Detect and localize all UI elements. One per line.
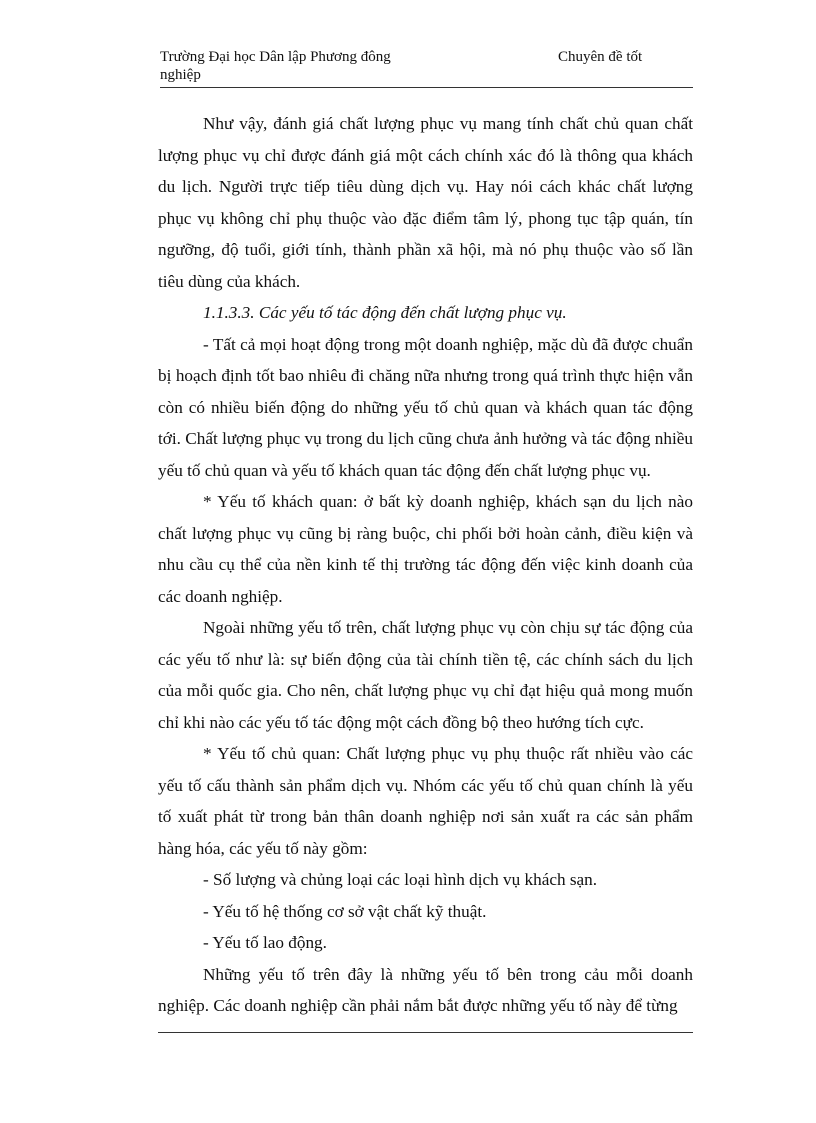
section-heading: 1.1.3.3. Các yếu tố tác động đến chất lượng phục vụ. <box>203 303 567 322</box>
list-item: - Yếu tố lao động. <box>203 933 327 952</box>
paragraph: Những yếu tố trên đây là những yếu tố bên trong cảu mỗi doanh nghiệp. Các doanh nghiệp cần phải nắm bắt được những yếu tố này để từng <box>158 964 693 1015</box>
header-document-type: Chuyên đề tốt <box>558 49 643 65</box>
paragraph: Như vậy, đánh giá chất lượng phục vụ mang tính chất chủ quan chất lượng phục vụ chỉ được đánh giá một cách chính xác đó là thông qua khách du lịch. Người trực tiếp tiêu dùng dịch vụ. Hay nói cách khác chất lượng phục vụ không chỉ phụ thuộc vào đặc điểm tâm lý, phong tục tập quán, tín ngưỡng, độ tuổi, giới tính, thành phần xã hội, mà nó phụ thuộc vào số lần tiêu dùng của khách. <box>158 114 693 291</box>
paragraph: - Tất cả mọi hoạt động trong một doanh nghiệp, mặc dù đã được chuẩn bị hoạch định tốt bao nhiêu đi chăng nữa nhưng trong quá trình thực hiện vẫn còn có nhiều biến động do những yếu tố chủ quan và khách quan tác động tới. Chất lượng phục vụ trong du lịch cũng chưa ảnh hưởng và tác động nhiều yếu tố chủ quan và yếu tố khách quan tác động đến chất lượng phục vụ. <box>158 334 693 480</box>
footer-rule <box>158 1032 693 1033</box>
list-item: - Yếu tố hệ thống cơ sở vật chất kỹ thuật. <box>203 901 487 921</box>
paragraph: Ngoài những yếu tố trên, chất lượng phục vụ còn chịu sự tác động của các yếu tố như là: sự biến động của tài chính tiền tệ, các chính sách du lịch của mỗi quốc gia. Cho nên, chất lượng phục vụ chỉ đạt hiệu quả mong muốn chỉ khi nào các yếu tố tác động một cách đồng bộ theo hướng tích cực. <box>158 618 693 732</box>
paragraph: * Yếu tố khách quan: ở bất kỳ doanh nghiệp, khách sạn du lịch nào chất lượng phục vụ cũng bị ràng buộc, chi phối bởi hoàn cảnh, điều kiện và nhu cầu cụ thể của nền kinh tế thị trường tác động đến việc kinh doanh của các doanh nghiệp. <box>158 492 693 606</box>
page-body <box>158 108 693 1022</box>
page-header <box>160 47 693 88</box>
header-school-name: Trường Đại học Dân lập Phương đông <box>160 49 391 65</box>
header-document-type-continued: nghiệp <box>160 67 201 83</box>
paragraph: * Yếu tố chủ quan: Chất lượng phục vụ phụ thuộc rất nhiều vào các yếu tố cấu thành sản phẩm dịch vụ. Nhóm các yếu tố chủ quan chính là yếu tố xuất phát từ trong bản thân doanh nghiệp nơi sản xuất ra các sản phẩm hàng hóa, các yếu tố này gồm: <box>158 744 693 858</box>
list-item: - Số lượng và chủng loại các loại hình dịch vụ khách sạn. <box>203 870 598 889</box>
